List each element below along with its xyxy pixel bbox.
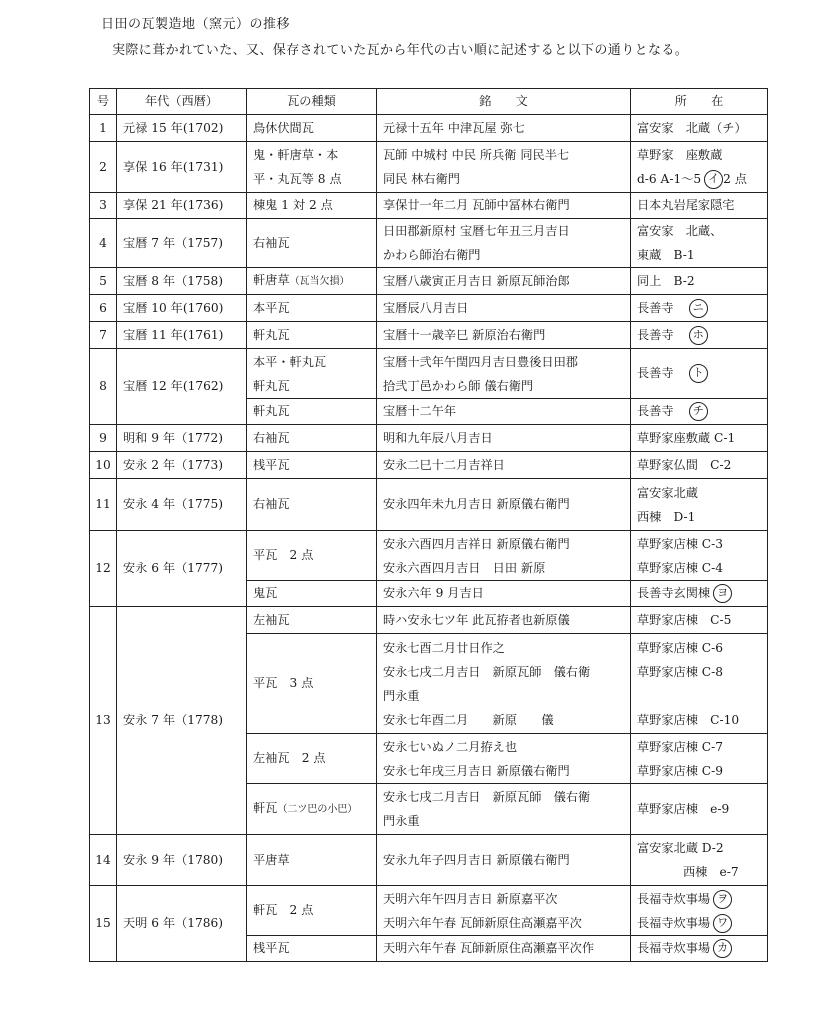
row-era: 宝暦 10 年(1760) — [117, 295, 247, 322]
inscription-line: 門永重 — [383, 688, 420, 703]
inscription-line: 安永七戌二月吉日 新原瓦師 儀右衛 — [383, 664, 591, 679]
row-location — [631, 219, 768, 268]
row-inscription: 明和九年辰八月吉日 — [377, 425, 631, 452]
row-era: 安永 2 年（1773) — [117, 452, 247, 479]
kind-note: （二ツ巴の小巴） — [277, 804, 358, 815]
location-line: 西棟 e-7 — [683, 865, 739, 879]
circled-mark: ニ — [689, 299, 708, 318]
inscription-line: 安永七戌二月吉日 新原瓦師 儀右衛 — [383, 790, 591, 804]
row-kind: 左袖瓦 — [247, 607, 377, 634]
location-text: 長善寺 — [637, 300, 674, 315]
location-text: 長善寺玄関棟 — [637, 586, 711, 600]
row-kind: 軒丸瓦 — [247, 322, 377, 349]
row-inscription: 時ハ安永七ツ年 此瓦拵者也新原儀 — [377, 607, 631, 634]
circled-mark: ト — [689, 364, 708, 383]
table-row — [90, 607, 768, 634]
row-location — [631, 634, 768, 734]
row-era: 安永 7 年（1778) — [117, 607, 247, 835]
row-kind: 平唐草 — [247, 835, 377, 886]
kind-text: 軒瓦 — [253, 801, 278, 815]
row-number: 7 — [90, 322, 117, 349]
location-line: 富安家北蔵 D-2 — [637, 841, 724, 855]
row-location: 富安家 北蔵（チ） — [631, 115, 768, 142]
row-inscription: 安永四年未九月吉日 新原儀右衛門 — [377, 479, 631, 531]
table-header-row — [90, 89, 768, 115]
row-number: 5 — [90, 268, 117, 295]
row-inscription — [377, 531, 631, 581]
location-text: 長善寺 — [637, 327, 674, 342]
row-inscription: 宝暦十一歳辛巳 新原治右衛門 — [377, 322, 631, 349]
table-row — [90, 115, 768, 142]
row-kind: 軒瓦 2 点 — [247, 886, 377, 936]
kind-text: 軒唐草 — [253, 273, 290, 287]
location-line: 富安家北蔵 — [637, 485, 698, 500]
row-inscription: 安永二巳十二月吉祥日 — [377, 452, 631, 479]
inscription-line: かわら師治右衛門 — [383, 248, 481, 262]
location-line: 東蔵 B-1 — [637, 248, 695, 262]
row-kind: 桟平瓦 — [247, 452, 377, 479]
location-line: 長福寺炊事場 — [637, 915, 711, 930]
row-kind: 平瓦 2 点 — [247, 531, 377, 581]
location-line: 草野家店棟 C-9 — [637, 763, 724, 778]
location-line: 草野家 座敷蔵 — [637, 148, 723, 162]
inscription-line: 安永六酉四月吉日 日田 新原 — [383, 560, 546, 575]
row-kind — [247, 268, 377, 295]
row-kind: 鳥休伏間瓦 — [247, 115, 377, 142]
inscription-line: 同民 林右衛門 — [383, 172, 460, 186]
circled-mark: カ — [713, 939, 732, 958]
row-era: 安永 9 年（1780) — [117, 835, 247, 886]
tile-history-table — [89, 88, 768, 962]
row-era: 享保 16 年(1731) — [117, 142, 247, 193]
kind-note: （瓦当欠損） — [289, 276, 350, 287]
location-line: d-6 A-1〜5 — [637, 172, 702, 186]
row-number: 15 — [90, 886, 117, 962]
table-row — [90, 835, 768, 886]
row-inscription: 元禄十五年 中津瓦屋 弥七 — [377, 115, 631, 142]
col-header-number: 号 — [90, 89, 117, 115]
location-line: 西棟 D-1 — [637, 509, 696, 524]
row-era: 宝暦 11 年(1761) — [117, 322, 247, 349]
circled-mark: ワ — [713, 914, 732, 933]
table-row — [90, 268, 768, 295]
row-location: 草野家店棟 e-9 — [631, 784, 768, 835]
row-location — [631, 349, 768, 399]
row-number: 13 — [90, 607, 117, 835]
circled-mark: ホ — [689, 326, 708, 345]
row-kind — [247, 784, 377, 835]
row-location — [631, 531, 768, 581]
row-inscription — [377, 886, 631, 936]
table-row — [90, 142, 768, 193]
page-title: 日田の瓦製造地（窯元）の推移 — [101, 17, 291, 32]
row-location: 同上 B-2 — [631, 268, 768, 295]
inscription-line: 天明六年午春 瓦師新原住高瀬嘉平次 — [383, 915, 582, 930]
row-location — [631, 886, 768, 936]
row-kind: 平瓦 3 点 — [247, 634, 377, 734]
row-kind: 左袖瓦 2 点 — [247, 734, 377, 784]
row-era: 元禄 15 年(1702) — [117, 115, 247, 142]
row-location: 草野家店棟 C-5 — [631, 607, 768, 634]
location-line: 草野家店棟 C-4 — [637, 560, 724, 575]
row-location — [631, 142, 768, 193]
row-era: 天明 6 年（1786) — [117, 886, 247, 962]
table-row — [90, 886, 768, 936]
row-inscription: 宝暦十二午年 — [377, 399, 631, 425]
location-line: 草野家店棟 C-3 — [637, 536, 724, 551]
location-text: 長善寺 — [637, 404, 674, 418]
row-inscription — [377, 142, 631, 193]
row-number: 9 — [90, 425, 117, 452]
row-kind: 右袖瓦 — [247, 425, 377, 452]
col-header-inscription: 銘 文 — [377, 89, 631, 115]
location-line: 草野家店棟 C-8 — [637, 664, 724, 679]
row-number: 8 — [90, 349, 117, 425]
row-location — [631, 581, 768, 607]
row-kind: 鬼瓦 — [247, 581, 377, 607]
row-number: 6 — [90, 295, 117, 322]
kind-line: 本平・軒丸瓦 — [253, 354, 327, 369]
intro-text: 実際に葺かれていた、又、保存されていた瓦から年代の古い順に記述すると以下の通りとなる。 — [112, 43, 689, 58]
circled-mark: チ — [689, 402, 708, 421]
row-era: 安永 4 年（1775) — [117, 479, 247, 531]
row-inscription — [377, 784, 631, 835]
row-inscription — [377, 219, 631, 268]
row-inscription: 宝暦八歳寅正月吉日 新原瓦師治郎 — [377, 268, 631, 295]
row-location — [631, 399, 768, 425]
table-row — [90, 295, 768, 322]
kind-line: 鬼・軒唐草・本 — [253, 148, 339, 162]
table-row — [90, 452, 768, 479]
table-row — [90, 531, 768, 581]
location-text: 長福寺炊事場 — [637, 941, 711, 955]
kind-line: 軒丸瓦 — [253, 378, 290, 393]
col-header-era: 年代（西暦） — [117, 89, 247, 115]
row-kind: 棟鬼 1 対 2 点 — [247, 193, 377, 219]
row-inscription: 宝暦辰八月吉日 — [377, 295, 631, 322]
table-row — [90, 193, 768, 219]
row-era: 宝暦 12 年(1762) — [117, 349, 247, 425]
row-kind: 本平瓦 — [247, 295, 377, 322]
row-location — [631, 295, 768, 322]
row-kind — [247, 349, 377, 399]
inscription-line: 天明六年午四月吉日 新原嘉平次 — [383, 891, 558, 906]
inscription-line: 瓦師 中城村 中民 所兵衛 同民半七 — [383, 148, 570, 162]
table-row — [90, 322, 768, 349]
row-location: 草野家仏間 C-2 — [631, 452, 768, 479]
row-era: 宝暦 7 年（1757) — [117, 219, 247, 268]
table-row — [90, 479, 768, 531]
row-number: 11 — [90, 479, 117, 531]
location-line: 2 点 — [723, 172, 747, 186]
inscription-line: 安永七年酉二月 新原 儀 — [383, 712, 554, 727]
row-location: 日本丸岩尾家隠宅 — [631, 193, 768, 219]
row-kind — [247, 142, 377, 193]
table-row — [90, 349, 768, 399]
location-text: 長善寺 — [637, 366, 674, 380]
row-location — [631, 322, 768, 349]
inscription-line: 安永七年戌三月吉日 新原儀右衛門 — [383, 763, 570, 778]
circled-mark: ヲ — [713, 890, 732, 909]
location-line: 草野家店棟 C-10 — [637, 712, 740, 727]
location-line: 草野家店棟 C-7 — [637, 739, 724, 754]
row-inscription — [377, 349, 631, 399]
row-era: 明和 9 年（1772) — [117, 425, 247, 452]
row-location — [631, 734, 768, 784]
table-row — [90, 425, 768, 452]
location-line: 長福寺炊事場 — [637, 891, 711, 906]
row-number: 1 — [90, 115, 117, 142]
inscription-line: 安永七いぬノ二月拵え也 — [383, 739, 518, 754]
row-number: 12 — [90, 531, 117, 607]
row-era: 宝暦 8 年（1758) — [117, 268, 247, 295]
inscription-line: 拾弐丁邑かわら師 儀右衛門 — [383, 378, 534, 393]
inscription-line: 安永七酉二月廿日作之 — [383, 640, 505, 655]
row-kind: 軒丸瓦 — [247, 399, 377, 425]
row-inscription — [377, 734, 631, 784]
row-inscription: 天明六年午春 瓦師新原住高瀬嘉平次作 — [377, 936, 631, 962]
row-number: 14 — [90, 835, 117, 886]
table-row — [90, 219, 768, 268]
circled-mark: イ — [704, 170, 723, 189]
location-line: 富安家 北蔵、 — [637, 224, 723, 238]
row-era: 享保 21 年(1736) — [117, 193, 247, 219]
row-number: 2 — [90, 142, 117, 193]
row-kind: 右袖瓦 — [247, 219, 377, 268]
row-inscription: 安永六年 9 月吉日 — [377, 581, 631, 607]
inscription-line: 日田郡新原村 宝暦七年丑三月吉日 — [383, 224, 570, 238]
row-inscription: 享保廿一年二月 瓦師中冨林右衛門 — [377, 193, 631, 219]
row-kind: 桟平瓦 — [247, 936, 377, 962]
circled-mark: ヨ — [713, 584, 732, 603]
row-number: 4 — [90, 219, 117, 268]
row-inscription: 安永九年子四月吉日 新原儀右衛門 — [377, 835, 631, 886]
row-location — [631, 479, 768, 531]
inscription-line: 門永重 — [383, 814, 420, 828]
col-header-kind: 瓦の種類 — [247, 89, 377, 115]
inscription-line: 宝暦十弐年午閏四月吉日豊後日田郡 — [383, 354, 578, 369]
row-inscription — [377, 634, 631, 734]
row-kind: 右袖瓦 — [247, 479, 377, 531]
row-location — [631, 835, 768, 886]
row-location — [631, 936, 768, 962]
row-location: 草野家座敷蔵 C-1 — [631, 425, 768, 452]
row-number: 3 — [90, 193, 117, 219]
row-era: 安永 6 年（1777) — [117, 531, 247, 607]
location-line: 草野家店棟 C-6 — [637, 640, 724, 655]
inscription-line: 安永六酉四月吉祥日 新原儀右衛門 — [383, 536, 570, 551]
row-number: 10 — [90, 452, 117, 479]
kind-line: 平・丸瓦等 8 点 — [253, 172, 342, 186]
col-header-location: 所 在 — [631, 89, 768, 115]
